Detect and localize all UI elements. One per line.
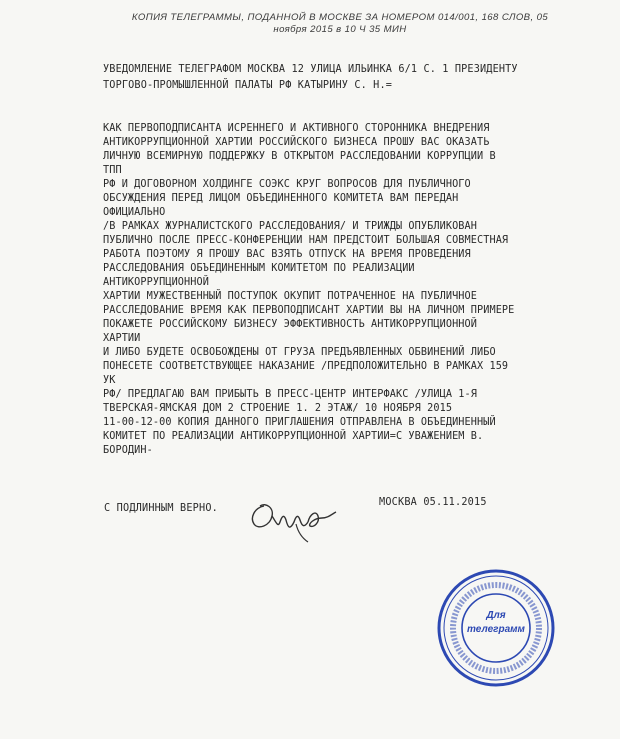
body-line: РФ И ДОГОВОРНОМ ХОЛДИНГЕ СОЭКС КРУГ ВОПРОСОВ ДЛЯ ПУБЛИЧНОГО bbox=[103, 179, 471, 190]
body-line: ТВЕРСКАЯ-ЯМСКАЯ ДОМ 2 СТРОЕНИЕ 1. 2 ЭТАЖ/ 10 НОЯБРЯ 2015 bbox=[103, 403, 453, 414]
body-line: АНТИКОРРУПЦИОННОЙ ХАРТИИ РОССИЙСКОГО БИЗНЕСА ПРОШУ ВАС ОКАЗАТЬ bbox=[103, 137, 490, 148]
body-line: КАК ПЕРВОПОДПИСАНТА ИСРЕННЕГО И АКТИВНОГО СТОРОННИКА ВНЕДРЕНИЯ bbox=[103, 123, 490, 134]
body-line: КОМИТЕТ ПО РЕАЛИЗАЦИИ АНТИКОРРУПЦИОННОЙ ХАРТИИ=С УВАЖЕНИЕМ В. bbox=[103, 431, 484, 442]
post-office-stamp bbox=[436, 568, 556, 688]
handwritten-signature bbox=[244, 488, 356, 544]
header-line-1: КОПИЯ ТЕЛЕГРАММЫ, ПОДАННОЙ В МОСКВЕ ЗА НОМЕРОМ 014/001, 168 СЛОВ, 05 bbox=[131, 12, 549, 23]
body-line: ОБСУЖДЕНИЯ ПЕРЕД ЛИЦОМ ОБЪЕДИНЕННОГО КОМИТЕТА ВАМ ПЕРЕДАН bbox=[103, 193, 459, 204]
body-line: РАССЛЕДОВАНИЕ ВРЕМЯ КАК ПЕРВОПОДПИСАНТ ХАРТИИ ВЫ НА ЛИЧНОМ ПРИМЕРЕ bbox=[103, 305, 515, 316]
body-line: И ЛИБО БУДЕТЕ ОСВОБОЖДЕНЫ ОТ ГРУЗА ПРЕДЪЯВЛЕННЫХ ОБВИНЕНИЙ ЛИБО bbox=[103, 347, 496, 358]
body-line: ХАРТИИ bbox=[103, 333, 141, 344]
stamp-label-line-2: телеграмм bbox=[467, 624, 525, 635]
telegram-body bbox=[103, 122, 603, 458]
body-line: РАБОТА ПОЭТОМУ Я ПРОШУ ВАС ВЗЯТЬ ОТПУСК НА ВРЕМЯ ПРОВЕДЕНИЯ bbox=[103, 249, 471, 260]
addressee-line-2: ТОРГОВО-ПРОМЫШЛЕННОЙ ПАЛАТЫ РФ КАТЫРИНУ С. Н.= bbox=[103, 80, 393, 91]
body-line: /В РАМКАХ ЖУРНАЛИСТСКОГО РАССЛЕДОВАНИЯ/ И ТРИЖДЫ ОПУБЛИКОВАН bbox=[103, 221, 478, 232]
header-line-2: ноября 2015 в 10 Ч 35 МИН bbox=[273, 24, 407, 35]
stamp-label-line-1: Для bbox=[486, 610, 506, 621]
body-line: ПУБЛИЧНО ПОСЛЕ ПРЕСС-КОНФЕРЕНЦИИ НАМ ПРЕДСТОИТ БОЛЬШАЯ СОВМЕСТНАЯ bbox=[103, 235, 509, 246]
certified-copy-label: С ПОДЛИННЫМ ВЕРНО. bbox=[104, 503, 219, 514]
place-and-date: МОСКВА 05.11.2015 bbox=[379, 497, 487, 508]
body-line: РФ/ ПРЕДЛАГАЮ ВАМ ПРИБЫТЬ В ПРЕСС-ЦЕНТР ИНТЕРФАКС /УЛИЦА 1-Я bbox=[103, 389, 478, 400]
body-line: ЛИЧНУЮ ВСЕМИРНУЮ ПОДДЕРЖКУ В ОТКРЫТОМ РАССЛЕДОВАНИИ КОРРУПЦИИ В bbox=[103, 151, 496, 162]
document-header bbox=[110, 12, 570, 36]
body-line: ПОНЕСЕТЕ СООТВЕТСТВУЮЩЕЕ НАКАЗАНИЕ /ПРЕДПОЛОЖИТЕЛЬНО В РАМКАХ 159 bbox=[103, 361, 509, 372]
body-line: 11-00-12-00 КОПИЯ ДАННОГО ПРИГЛАШЕНИЯ ОТПРАВЛЕНА В ОБЪЕДИНЕННЫЙ bbox=[103, 417, 496, 428]
body-line: ХАРТИИ МУЖЕСТВЕННЫЙ ПОСТУПОК ОКУПИТ ПОТРАЧЕННОЕ НА ПУБЛИЧНОЕ bbox=[103, 291, 478, 302]
body-line: РАССЛЕДОВАНИЯ ОБЪЕДИНЕННЫМ КОМИТЕТОМ ПО РЕАЛИЗАЦИИ bbox=[103, 263, 415, 274]
addressee-line-1: УВЕДОМЛЕНИЕ ТЕЛЕГРАФОМ МОСКВА 12 УЛИЦА ИЛЬИНКА 6/1 С. 1 ПРЕЗИДЕНТУ bbox=[103, 64, 518, 75]
body-line: ОФИЦИАЛЬНО bbox=[103, 207, 166, 218]
body-line: АНТИКОРРУПЦИОННОЙ bbox=[103, 277, 209, 288]
body-line: БОРОДИН- bbox=[103, 445, 153, 456]
body-line: ТПП bbox=[103, 165, 122, 176]
body-line: ПОКАЖЕТЕ РОССИЙСКОМУ БИЗНЕСУ ЭФФЕКТИВНОСТЬ АНТИКОРРУПЦИОННОЙ bbox=[103, 319, 478, 330]
addressee-block bbox=[103, 62, 603, 94]
body-line: УК bbox=[103, 375, 116, 386]
